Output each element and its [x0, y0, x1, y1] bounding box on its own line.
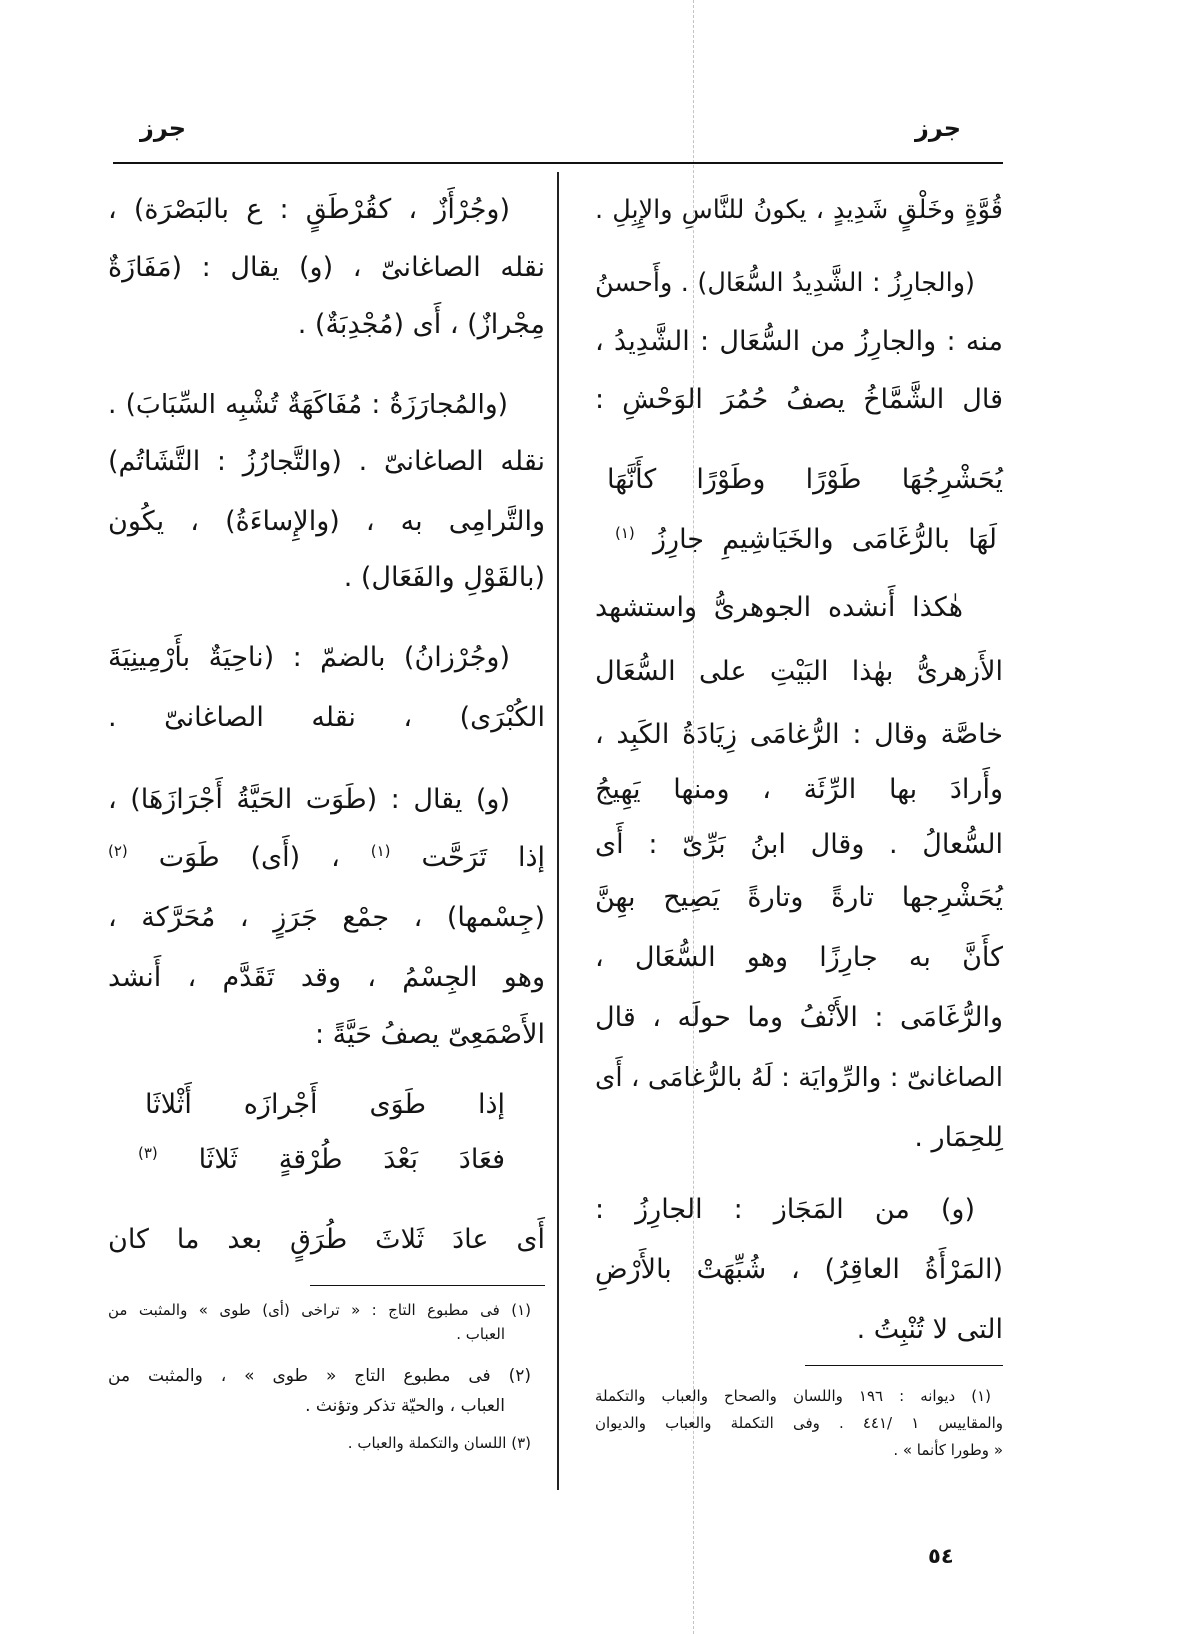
entry-line: (وجُرْزانُ) بالضمّ : (ناحِيَةٌ بأَرْمِينِيَةَ	[108, 642, 510, 673]
footnote-line: والمقاييس ١ /٤٤١ . وفى التكملة والعباب والديوان	[595, 1414, 1004, 1432]
right-column	[595, 0, 1003, 1634]
entry-line: الكُبْرَى) ، نقله الصاغانىّ .	[108, 702, 545, 733]
page-number: ٥٤	[928, 1544, 954, 1568]
entry-line: (والمُجارَزَةُ : مُفَاكَهَةٌ تُشْبِه السِّبَابَ) .	[108, 389, 508, 420]
entry-text: ، (أَى) طَوَت	[158, 842, 340, 873]
footnote-marker: (٣)	[138, 1144, 158, 1162]
entry-line: خاصَّة وقال : الرُّغامَى زِيَادَةُ الكَبِد ،	[595, 719, 1003, 750]
running-head-right: جرز	[915, 114, 962, 142]
verse-line	[138, 1135, 505, 1185]
verse-text: فعَادَ بَعْدَ طُرْقةٍ ثَلاثَا	[198, 1144, 505, 1175]
entry-line: منه : والجارِزُ من السُّعَال : الشَّدِيدُ ،	[595, 326, 1003, 357]
entry-line: لِلحِمَار .	[914, 1122, 1003, 1153]
entry-line: نقله الصاغانىّ . (والتَّجارُزُ : التَّشَاتُم)	[108, 446, 545, 477]
entry-line: (و) من المَجَاز : الجارِزُ :	[595, 1194, 975, 1225]
entry-line: السُّعالُ . وقال ابنُ بَرِّىّ : أَى	[595, 829, 1003, 860]
column-divider	[557, 172, 559, 1490]
left-column	[108, 0, 545, 1634]
entry-line: (جِسْمها) ، جمْع جَرَزٍ ، مُحَرَّكة ،	[108, 902, 545, 933]
entry-line: كأَنَّ به جارِزًا وهو السُّعَال ،	[595, 942, 1003, 973]
entry-line: وأَرادَ بها الرِّئَة ، ومنها يَهِيجُ	[595, 774, 1003, 805]
verse-line: إذا طَوَى أَجْرازَه أَثْلاثَا	[145, 1089, 505, 1120]
entry-line: (وجُرْأَزٌ ، كقُرْطَقٍ : ع بالبَصْرَة) ،	[108, 194, 510, 225]
footnote-rule	[805, 1365, 1003, 1366]
footnote-line: العباب ، والحيّة تذكر وتؤنث .	[305, 1396, 505, 1416]
entry-line: مِجْرازٌ) ، أَى (مُجْدِبَةٌ) .	[297, 309, 545, 340]
entry-line: (المَرْأَةُ العاقِرُ) ، شُبِّهَتْ بالأَرْضِ	[595, 1254, 1003, 1285]
footnote-line: (١) ديوانه : ١٩٦ واللسان والصحاح والعباب والتكملة	[595, 1387, 991, 1405]
entry-line: وهو الجِسْمُ ، وقد تَقَدَّم ، أَنشد	[108, 962, 545, 993]
entry-line: والتَّرامِى به ، (والإِساءَةُ) ، يكُون	[108, 506, 545, 537]
entry-line: يُحَشْرِجها تارةً وتارةً يَصِيح بهِنَّ	[595, 882, 1003, 913]
verse-line	[615, 515, 1003, 565]
footnote-marker: (١)	[615, 524, 635, 542]
entry-line: أَى عادَ ثَلاثَ طُرَقٍ بعد ما كان	[108, 1224, 545, 1255]
entry-line: هٰكذا أَنشده الجوهرىُّ واستشهد	[595, 592, 963, 623]
footnote-rule	[310, 1285, 545, 1286]
entry-line: (بالقَوْلِ والفَعَال) .	[343, 562, 545, 593]
entry-line: (و) يقال : (طَوَت الحَيَّةُ أَجْرَازَهَا) ،	[108, 784, 510, 815]
entry-line: (والجارِزُ : الشَّدِيدُ السُّعَال) . وأَحسنُ	[595, 268, 975, 298]
footnote-line: (١) فى مطبوع التاج : « تراخى (أى) طوى » والمثبت من	[108, 1301, 531, 1319]
entry-line: والرُّغَامَى : الأَنْفُ وما حولَه ، قال	[595, 1002, 1003, 1033]
footnote-line: « وطورا كأنما » .	[893, 1441, 1003, 1459]
entry-line: نقله الصاغانىّ ، (و) يقال : (مَفَازَةٌ	[108, 252, 545, 283]
running-head-left: جرز	[140, 114, 187, 142]
entry-line: التى لا تُنْبِتُ .	[856, 1314, 1003, 1345]
entry-line	[108, 833, 545, 883]
footnote-line: (٣) اللسان والتكملة والعباب .	[347, 1434, 531, 1452]
entry-text: إذا تَرَحَّت	[421, 842, 545, 873]
verse-line: يُحَشْرِجُهَا طَوْرًا وطَوْرًا كأَنَّهَا	[607, 464, 1003, 495]
footnote-marker: (١)	[370, 842, 391, 860]
footnote-line: العباب .	[456, 1325, 505, 1343]
verse-text: لَهَا بالرُّغَامَى والخَيَاشِيمِ جارِزُ	[653, 524, 997, 555]
entry-line: الصاغانىّ : والرِّوايَة : لَهُ بالرُّغامَى ، أَى	[595, 1063, 1003, 1093]
entry-line: قال الشَّمَّاخُ يصفُ حُمُرَ الوَحْشِ :	[595, 384, 1003, 415]
entry-line: قُوَّةٍ وخَلْقٍ شَدِيدٍ ، يكونُ للنَّاسِ والإِبِلِ .	[595, 195, 1003, 225]
entry-line: الأَصْمَعِىّ يصفُ حَيَّةً :	[314, 1019, 545, 1050]
footnote-line: (٢) فى مطبوع التاج « طوى » ، والمثبت من	[108, 1366, 531, 1386]
footnote-marker: (٢)	[108, 842, 128, 860]
entry-line: الأَزهرىُّ بهٰذا البَيْتِ على السُّعَال	[595, 656, 1003, 687]
